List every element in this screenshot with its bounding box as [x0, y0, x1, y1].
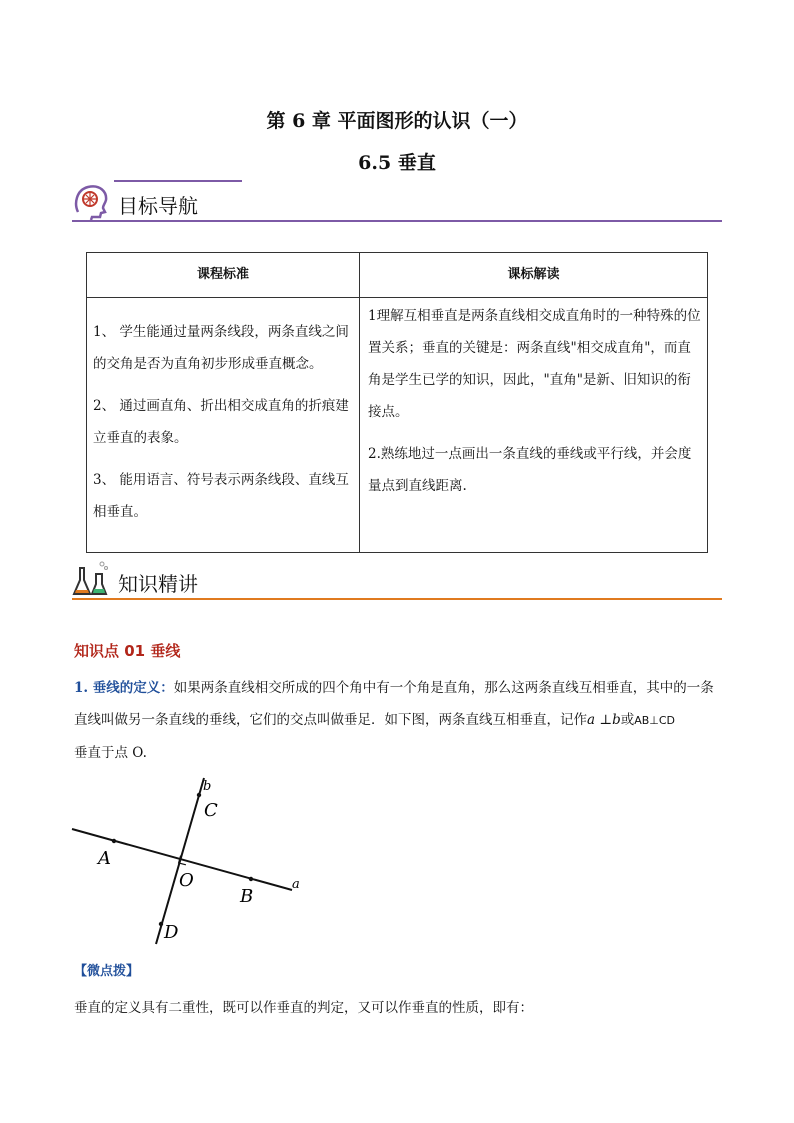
section-label-goal: 目标导航	[118, 194, 198, 218]
label-b: b	[203, 779, 212, 794]
point-b	[249, 877, 253, 881]
section-header-goal	[72, 180, 722, 228]
definition-foot: 垂直于点 O.	[74, 745, 147, 761]
notation-perp: ⊥	[595, 712, 613, 728]
point-a	[112, 839, 116, 843]
interpretation-item: 1理解互相垂直是两条直线相交成直角时的一种特殊的位置关系；垂直的关键是：两条直线"相交成直角"，而直角是学生已学的知识，因此，"直角"是新、旧知识的衔接点。	[368, 308, 701, 420]
line-b	[156, 778, 204, 944]
section-underline	[72, 220, 722, 222]
section-underline	[72, 598, 722, 600]
standards-table	[86, 252, 708, 553]
definition-paragraph	[74, 672, 724, 769]
point-c	[197, 793, 201, 797]
label-a: a	[292, 877, 300, 892]
brain-head-icon	[72, 182, 110, 220]
chapter-title: 第 6 章 平面图形的认识（一）	[266, 110, 528, 132]
definition-label: 1. 垂线的定义：	[74, 680, 174, 696]
perpendicular-figure	[66, 772, 316, 952]
table-cell-interpretation	[360, 298, 708, 553]
standard-item: 2、 通过画直角、折出相交成直角的折痕建立垂直的表象。	[93, 398, 349, 446]
definition-or: 或	[620, 712, 635, 728]
table-header: 课程标准	[87, 253, 360, 298]
label-b-point: B	[240, 886, 254, 907]
label-o: O	[179, 870, 194, 891]
notation-a: a	[587, 712, 596, 728]
section-header-knowledge	[72, 558, 722, 606]
label-d: D	[164, 922, 179, 943]
section-title: 6.5 垂直	[358, 152, 436, 174]
label-a-point: A	[98, 848, 111, 869]
header-topline	[114, 180, 242, 182]
label-c: C	[204, 800, 218, 821]
section-label-knowledge: 知识精讲	[118, 572, 198, 596]
interpretation-item: 2.熟练地过一点画出一条直线的垂线或平行线，并会度量点到直线距离.	[368, 446, 692, 494]
notation-b: b	[612, 712, 621, 728]
table-cell-standards	[87, 298, 360, 553]
tip-text: 垂直的定义具有二重性，既可以作垂直的判定，又可以作垂直的性质，即有：	[74, 1000, 533, 1016]
standard-item: 3、 能用语言、符号表示两条线段、直线互相垂直。	[93, 472, 349, 520]
notation-ab-cd: AB⊥CD	[634, 714, 676, 727]
knowledge-point-title: 知识点 01 垂线	[74, 642, 181, 660]
point-d	[159, 922, 163, 926]
table-header: 课标解读	[360, 253, 708, 298]
tip-label: 【微点拨】	[74, 964, 140, 979]
lab-flask-icon	[72, 560, 110, 598]
definition-text: 如果两条直线相交所成的四个角中有一个角是直角，那么这两条直线互相垂直，其中的一条直线叫做另一条直线的垂线，它们的交点叫做垂足．如下图，两条直线互相垂直，记作	[74, 680, 714, 728]
standard-item: 1、 学生能通过量两条线段，两条直线之间的交角是否为直角初步形成垂直概念。	[93, 324, 349, 372]
